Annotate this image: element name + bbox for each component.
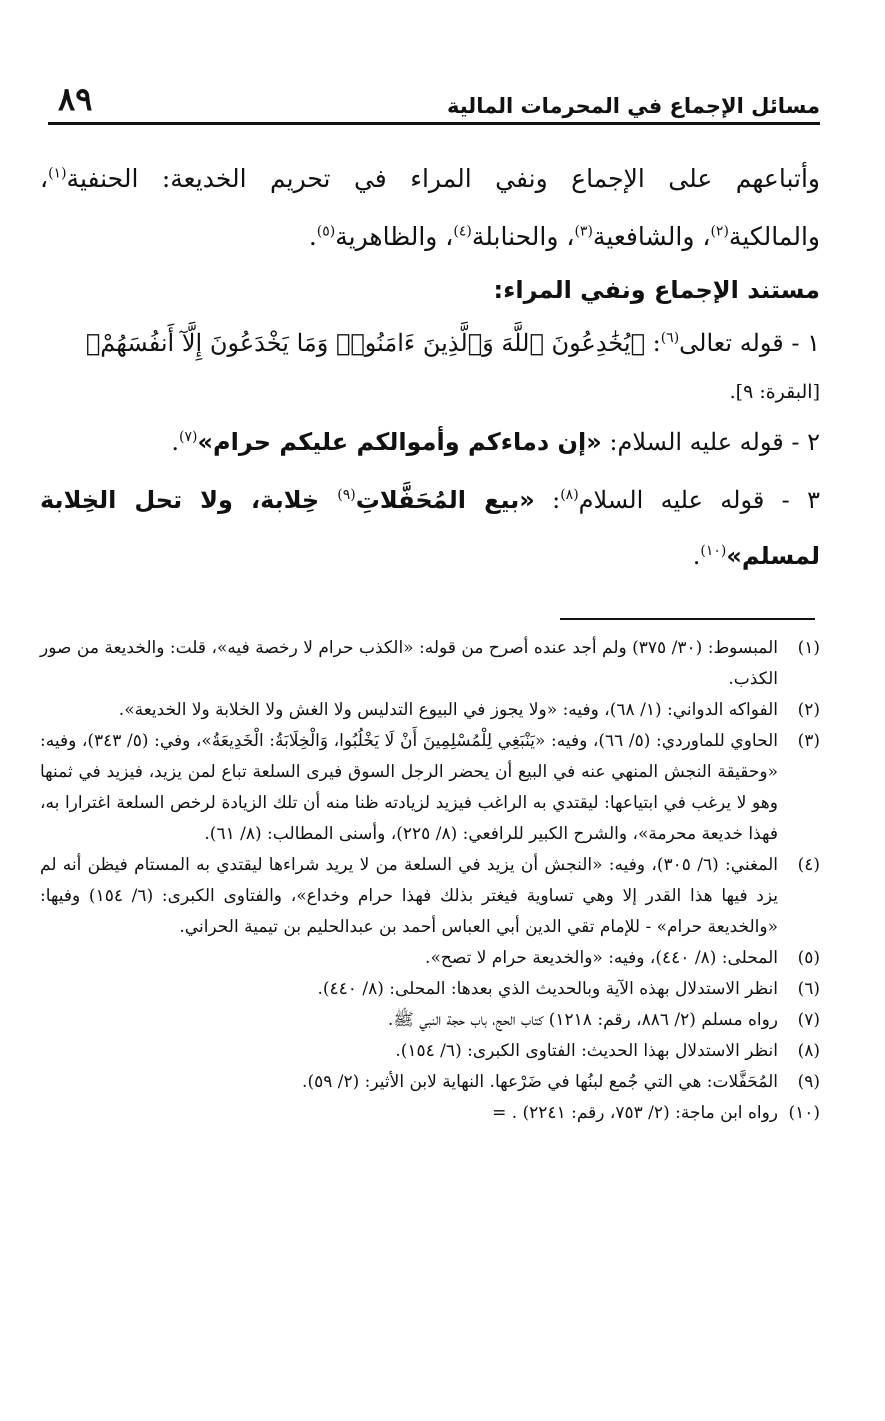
footnote-number: (٩) [797, 1072, 820, 1092]
text-run: . [171, 428, 180, 456]
hadith-quote: «بيع المُحَفَّلاتِ [355, 486, 535, 514]
hadith-quote: خِلابة، ولا تحل الخِلابة لمسلم» [40, 486, 820, 570]
footnote-number: (٧) [797, 1010, 820, 1030]
footnotes [40, 633, 820, 1129]
footnote-text: المغني: (٦/ ٣٠٥)، وفيه: «النجش أن يزيد في السلعة من لا يريد شراءها ليقتدي به المستام فيظن أنه لم يزد فيها هذا القدر إلا وهي تساوية فيغتر بذلك فهذا حرام وخداع»، والفتاوى الكبرى: (٦/ ١٥٤) وفيها: «والخديعة حرام» - للإمام تقي الدين أبي العباس أحمد بن عبدالحليم بن تيمية الحراني. [40, 855, 778, 937]
footnote-ref[interactable]: (٥) [316, 223, 336, 240]
text-run: . [692, 542, 701, 570]
footnote-text: الحاوي للماوردي: (٥/ ٦٦)، وفيه: «يَنْبَغِي لِلْمُسْلِمِينَ أَنْ لَا يَخْلُبُوا، وَالْخِلَابَةُ: الْخَدِيعَةُ»، وفي: (٥/ ٣٤٣)، وفيه: «وحقيقة النجش المنهي عنه في البيع أن يحضر الرجل السوق فيرى السلعة تباع لمن يزيد، فيزيد في ثمنها وهو لا يرغب في ابتياعها: ليقتدي به الراغب فيزيد لزيادته ظنا منه أن تلك الزيادة لرخص السلعة اغترارا به، فهذا خديعة محرمة»، والشرح الكبير للرافعي: (٨/ ٢٢٥)، وأسنى المطالب: (٨/ ٦١). [40, 731, 778, 844]
footnote-text: انظر الاستدلال بهذا الحديث: الفتاوى الكبرى: (٦/ ١٥٤). [395, 1041, 778, 1061]
footnote-number: (١) [797, 638, 820, 658]
footnote-number: (٦) [797, 979, 820, 999]
evidence-item-1 [40, 314, 820, 372]
text-run: ، والظاهرية [335, 222, 454, 251]
footnote [40, 1067, 820, 1098]
text-run: ، والشافعية [592, 222, 711, 251]
footnote-text: الفواكه الدواني: (١/ ٦٨)، وفيه: «ولا يجوز في البيوع التدليس ولا الغش ولا الخلابة ولا الخديعة». [118, 700, 778, 720]
section-heading: مستند الإجماع ونفي المراء: [493, 276, 820, 304]
text-run: . [308, 222, 317, 251]
evidence-item-2 [40, 414, 820, 470]
page-header [48, 80, 820, 125]
text-run: ٢ - قوله عليه السلام: [601, 428, 820, 456]
text-run: ٣ - قوله عليه السلام [578, 486, 821, 514]
text-run: وأتباعهم على الإجماع ونفي المراء في تحريم الخديعة: الحنفية [66, 164, 820, 193]
text-run: ١ - قوله تعالى [679, 329, 820, 357]
footnote-separator [560, 618, 815, 620]
text-run: ، والحنابلة [471, 222, 575, 251]
verse-reference: [البقرة: ٩]. [729, 381, 820, 403]
footnote-text: المُحَفَّلات: هي التي جُمع لبنُها في ضَرْعها. النهاية لابن الأثير: (٢/ ٥٩). [302, 1072, 778, 1092]
footnote-number: (٨) [797, 1041, 820, 1061]
footnote-number: (٣) [797, 731, 820, 751]
footnote-text: المحلى: (٨/ ٤٤٠)، وفيه: «والخديعة حرام لا تصح». [425, 948, 778, 968]
quran-verse: : ﴿يُخَٰدِعُونَ ٱللَّهَ وَٱلَّذِينَ ءَامَنُوا۟ وَمَا يَخْدَعُونَ إِلَّآ أَنفُسَهُمْ﴾ [85, 329, 661, 357]
footnote-ref[interactable]: (١٠) [700, 543, 727, 559]
footnote-ref[interactable]: (٨) [560, 487, 579, 503]
footnote [40, 1098, 820, 1129]
footnote-ref[interactable]: (٧) [179, 429, 198, 445]
footnote [40, 943, 820, 974]
evidence-item-3 [40, 472, 820, 584]
footnote [40, 695, 820, 726]
footnote-ref[interactable]: (٦) [660, 330, 680, 346]
footnote-text: المبسوط: (٣٠/ ٣٧٥) ولم أجد عنده أصرح من قوله: «الكذب حرام لا رخصة فيه»، قلت: والخديعة من صور الكذب. [40, 638, 778, 689]
intro-paragraph [40, 150, 820, 266]
hadith-quote: «إن دماءكم وأموالكم عليكم حرام» [197, 428, 602, 456]
footnote-text: رواه ابن ماجة: (٢/ ٧٥٣، رقم: ٢٢٤١) . = [492, 1103, 778, 1123]
footnote-number: (٥) [797, 948, 820, 968]
footnote-ref[interactable]: (٣) [574, 223, 593, 240]
footnote-number: (٢) [797, 700, 820, 720]
footnote-text: انظر الاستدلال بهذه الآية وبالحديث الذي بعدها: المحلى: (٨/ ٤٤٠). [317, 979, 778, 999]
footnote [40, 726, 820, 850]
footnote [40, 1036, 820, 1067]
footnote [40, 633, 820, 695]
footnote-ref[interactable]: (٢) [710, 223, 729, 240]
footnote-ref[interactable]: (٩) [337, 487, 356, 503]
footnote [40, 1005, 820, 1036]
main-text [40, 150, 820, 584]
footnote [40, 974, 820, 1005]
footnote-number: (١٠) [788, 1103, 820, 1123]
page-number: ٨٩ [58, 80, 93, 118]
footnote-ref[interactable]: (٤) [453, 223, 472, 240]
footnote-number: (٤) [797, 855, 820, 875]
footnote-text: رواه مسلم (٢/ ٨٨٦، رقم: ١٢١٨) كتاب الحج، باب حجة النبي ﷺ. [387, 1010, 778, 1030]
footnote-ref[interactable]: (١) [48, 165, 67, 182]
text-run: : [534, 486, 561, 514]
running-title: مسائل الإجماع في المحرمات المالية [447, 94, 820, 118]
text-run: ، والمالكية [40, 164, 820, 251]
footnote [40, 850, 820, 943]
